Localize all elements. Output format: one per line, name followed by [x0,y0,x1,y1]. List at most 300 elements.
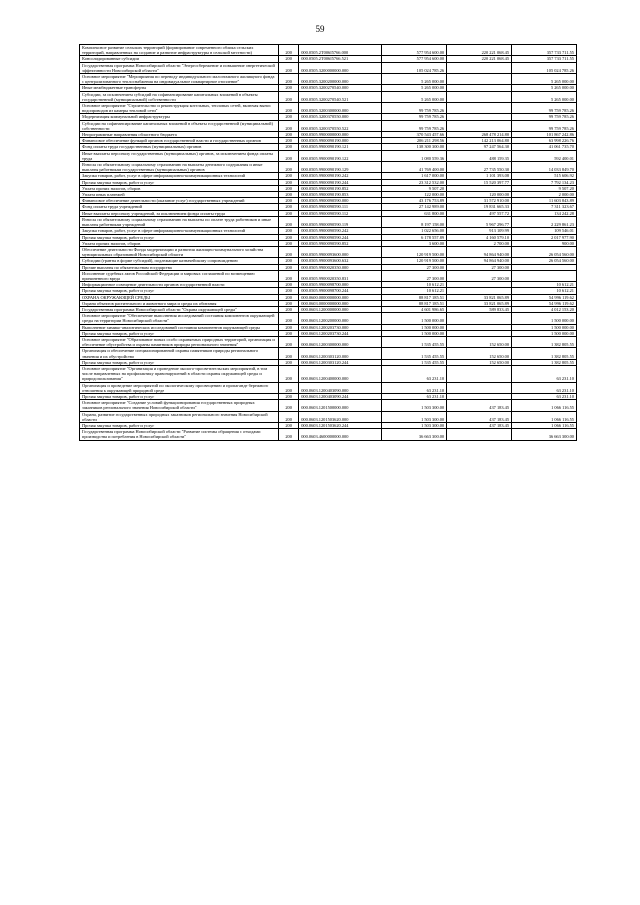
row-approved-amount-cell: 122 000.00 [382,192,447,198]
row-admin-code-cell: 200 [279,56,299,62]
row-name-cell: Информационное освещение деятельности органов государственной власти [80,282,279,288]
row-remaining-amount-cell: 41 061 735.70 [512,144,577,150]
row-admin-code-cell: 200 [279,228,299,234]
row-approved-amount-cell: 5 265 000.00 [382,74,447,85]
table-row [80,246,577,257]
row-admin-code-cell: 200 [279,382,299,393]
row-approved-amount-cell: 36 663 300.00 [382,429,447,440]
row-remaining-amount-cell: 134 242.28 [512,210,577,216]
row-approved-amount-cell: 10 612.21 [382,282,447,288]
row-classification-code-cell: 000.0505.3200370550.522 [299,120,382,131]
row-name-cell: Государственная программа Новосибирской области "Охрана окружающей среды" [80,306,279,312]
row-remaining-amount-cell: 4 012 153.20 [512,306,577,312]
row-classification-code-cell: 000.0505.3200370550.000 [299,114,382,120]
row-admin-code-cell: 200 [279,330,299,336]
row-remaining-amount-cell: 5 265 000.00 [512,74,577,85]
row-classification-code-cell: 000.0505.9900090190.129 [299,162,382,173]
table-row [80,179,577,185]
row-executed-amount-cell: 913 109.99 [447,228,512,234]
row-name-cell: Основное мероприятие "Создание условий функционирования государственных природных заказников регионального значения Новосибирской области" [80,400,279,411]
row-name-cell: Прочая закупка товаров, работ и услуг [80,330,279,336]
row-executed-amount-cell: 152 650.00 [447,336,512,347]
row-executed-amount-cell [447,74,512,85]
table-row [80,120,577,131]
row-name-cell: Государственная программа Новосибирской области "Энергосбережение и повышение энергетической эффективности Новосибирской области" [80,62,279,73]
row-remaining-amount-cell: 99 759 785.26 [512,120,577,131]
row-admin-code-cell: 200 [279,294,299,300]
table-row [80,313,577,324]
row-classification-code-cell: 000.0603.1200203730.244 [299,330,382,336]
row-classification-code-cell: 000.0505.3200200000.000 [299,74,382,85]
row-approved-amount-cell: 99 759 785.26 [382,103,447,114]
row-name-cell: Прочая закупка товаров, работ и услуг [80,359,279,365]
row-classification-code-cell: 000.0505.9900090190.122 [299,150,382,161]
row-executed-amount-cell: 120 000.00 [447,192,512,198]
budget-execution-table [79,44,577,441]
row-approved-amount-cell: 120 919 500.00 [382,258,447,264]
row-admin-code-cell: 200 [279,393,299,399]
row-approved-amount-cell: 43 176 753.89 [382,198,447,204]
row-name-cell: Взносы по обязательному социальному страхованию на выплаты денежного содержания и иные выплаты работникам государственных (муниципальных) органов [80,162,279,173]
row-classification-code-cell: 000.0505.9900090590.112 [299,210,382,216]
row-executed-amount-cell: 589 833.45 [447,306,512,312]
row-classification-code-cell: 000.0505.3200000000.000 [299,62,382,73]
row-executed-amount-cell [447,382,512,393]
row-remaining-amount-cell: 101 867 242.86 [512,132,577,138]
row-executed-amount-cell: 1 101 393.08 [447,173,512,179]
row-executed-amount-cell: 437 183.45 [447,400,512,411]
row-executed-amount-cell: 33 821 065.89 [447,300,512,306]
row-approved-amount-cell: 27 300.00 [382,264,447,270]
row-remaining-amount-cell: 7 311 323.67 [512,204,577,210]
row-executed-amount-cell [447,120,512,131]
row-approved-amount-cell: 1 503 300.00 [382,411,447,422]
row-admin-code-cell: 200 [279,185,299,191]
row-admin-code-cell: 200 [279,62,299,73]
row-admin-code-cell: 200 [279,313,299,324]
table-row [80,74,577,85]
row-remaining-amount-cell: 63 231.10 [512,393,577,399]
row-admin-code-cell: 200 [279,120,299,131]
row-admin-code-cell: 200 [279,348,299,359]
row-executed-amount-cell: 4 160 579.10 [447,234,512,240]
row-name-cell: Прочая закупка товаров, работ и услуг [80,423,279,429]
row-classification-code-cell: 000.0603.1200400000.000 [299,365,382,382]
table-row [80,411,577,422]
row-approved-amount-cell: 6 178 557.89 [382,234,447,240]
row-remaining-amount-cell: 1 066 116.55 [512,423,577,429]
row-approved-amount-cell: 1 500 000.00 [382,330,447,336]
row-admin-code-cell: 200 [279,91,299,102]
table-row [80,429,577,440]
row-remaining-amount-cell: 1 382 805.55 [512,359,577,365]
table-row [80,62,577,73]
row-approved-amount-cell: 370 543 457.66 [382,132,447,138]
row-admin-code-cell: 200 [279,282,299,288]
row-classification-code-cell: 000.0603.1200303120.244 [299,359,382,365]
row-admin-code-cell: 200 [279,138,299,144]
row-remaining-amount-cell: 26 054 560.00 [512,258,577,264]
row-name-cell: Закупка товаров, работ, услуг в сфере информационно-коммуникационных технологий [80,173,279,179]
row-classification-code-cell: 000.0603.1200403090.000 [299,382,382,393]
row-name-cell: Консолидированные субсидии [80,56,279,62]
row-approved-amount-cell: 4 601 986.65 [382,306,447,312]
row-executed-amount-cell: 94 864 940.00 [447,258,512,264]
row-classification-code-cell: 000.0603.1200203730.000 [299,324,382,330]
row-remaining-amount-cell: 54 996 119.62 [512,294,577,300]
row-executed-amount-cell: 220 221 068.45 [447,56,512,62]
row-executed-amount-cell: 5 967 296.77 [447,216,512,227]
row-approved-amount-cell: 1 535 455.55 [382,348,447,359]
row-name-cell: Иные межбюджетные трансферты [80,85,279,91]
row-approved-amount-cell: 41 769 400.00 [382,162,447,173]
row-admin-code-cell: 200 [279,300,299,306]
row-remaining-amount-cell: 63 998 226.76 [512,138,577,144]
row-executed-amount-cell: 27 300.00 [447,270,512,281]
row-approved-amount-cell: 88 817 185.51 [382,294,447,300]
row-admin-code-cell: 200 [279,204,299,210]
page-number: 59 [315,24,325,34]
row-classification-code-cell: 000.0505.9900090590.244 [299,234,382,240]
row-approved-amount-cell: 1 535 455.55 [382,336,447,347]
row-name-cell: Выполнение химико-аналитических исследований состояния компонентов окружающей среды [80,324,279,330]
row-approved-amount-cell: 1 617 000.00 [382,173,447,179]
row-classification-code-cell: 000.0505.9900090190.242 [299,173,382,179]
row-remaining-amount-cell: 357 733 711.55 [512,45,577,56]
row-admin-code-cell: 200 [279,74,299,85]
row-classification-code-cell: 000.0603.1201503620.000 [299,411,382,422]
row-executed-amount-cell [447,91,512,102]
row-admin-code-cell: 200 [279,162,299,173]
row-approved-amount-cell: 631 800.00 [382,210,447,216]
row-name-cell: Охрана, развитие государственных природных заказников регионального значения Новосибирской области [80,411,279,422]
row-name-cell: Иные выплаты персоналу государственных (муниципальных) органов, за исключением фонда оплаты труда [80,150,279,161]
row-name-cell: Прочая закупка товаров, работ и услуг [80,179,279,185]
row-executed-amount-cell: 2 700.00 [447,240,512,246]
row-remaining-amount-cell: 99 759 785.26 [512,114,577,120]
row-approved-amount-cell: 105 024 785.26 [382,62,447,73]
row-name-cell: Охрана объектов растительного и животного мира и среды их обитания [80,300,279,306]
row-remaining-amount-cell: 2 000.00 [512,192,577,198]
row-remaining-amount-cell: 54 996 119.62 [512,300,577,306]
row-classification-code-cell: 000.0505.9900090190.244 [299,179,382,185]
table-row [80,210,577,216]
row-approved-amount-cell: 8 197 158.00 [382,216,447,227]
row-admin-code-cell: 200 [279,198,299,204]
row-approved-amount-cell: 99 759 785.26 [382,120,447,131]
row-approved-amount-cell: 63 231.10 [382,393,447,399]
row-remaining-amount-cell: 99 759 785.26 [512,103,577,114]
row-executed-amount-cell: 437 183.45 [447,411,512,422]
row-classification-code-cell: 000.0505.9900090590.852 [299,240,382,246]
row-approved-amount-cell: 577 954 600.00 [382,56,447,62]
row-classification-code-cell: 000.0505.9900093600.632 [299,258,382,264]
row-name-cell: Основное мероприятие "Образование новых особо охраняемых природных территорий, организация и обеспечение обустройства и охраны памятников природы регионального значения" [80,336,279,347]
row-remaining-amount-cell: 592 400.01 [512,150,577,161]
row-executed-amount-cell: 152 650.00 [447,348,512,359]
row-name-cell: Финансовое обеспечение деятельности (оказание услуг) государственных учреждений [80,198,279,204]
row-name-cell: Закупка товаров, работ, услуг в сфере информационно-коммуникационных технологий [80,228,279,234]
table-row [80,216,577,227]
table-row [80,258,577,264]
row-executed-amount-cell: 19 831 665.33 [447,204,512,210]
row-name-cell: Уплата иных платежей [80,192,279,198]
row-classification-code-cell: 000.0505.9900090190.000 [299,138,382,144]
row-name-cell: Фонд оплаты труда государственных (муниципальных) органов [80,144,279,150]
row-admin-code-cell: 200 [279,288,299,294]
row-approved-amount-cell: 1 503 300.00 [382,423,447,429]
row-approved-amount-cell: 1 500 000.00 [382,313,447,324]
row-admin-code-cell: 200 [279,264,299,270]
row-executed-amount-cell [447,62,512,73]
row-admin-code-cell: 200 [279,45,299,56]
row-executed-amount-cell [447,365,512,382]
row-remaining-amount-cell: 2 229 861.23 [512,216,577,227]
row-classification-code-cell: 000.0505.3200270540.521 [299,91,382,102]
row-executed-amount-cell: 27 300.00 [447,264,512,270]
table-row [80,400,577,411]
row-name-cell: Взносы по обязательному социальному страхованию на выплаты по оплате труда работников и иные выплаты работникам учреждений [80,216,279,227]
row-approved-amount-cell: 27 300.00 [382,270,447,281]
row-approved-amount-cell: 138 300 300.00 [382,144,447,150]
row-name-cell: Основное мероприятие "Строительство и реконструкция котельных, тепловых сетей, включая вынос водопроводов из камеры тепловой сети" [80,103,279,114]
row-executed-amount-cell: 497 557.72 [447,210,512,216]
row-admin-code-cell: 200 [279,365,299,382]
row-classification-code-cell: 000.0603.1200403090.244 [299,393,382,399]
row-admin-code-cell: 200 [279,429,299,440]
row-remaining-amount-cell: 1 500 000.00 [512,330,577,336]
row-remaining-amount-cell: 900.00 [512,240,577,246]
row-name-cell: Прочая закупка товаров, работ и услуг [80,288,279,294]
row-name-cell: Прочая закупка товаров, работ и услуг [80,393,279,399]
row-classification-code-cell: 000.0505.9900020350.831 [299,270,382,281]
row-admin-code-cell: 200 [279,246,299,257]
row-admin-code-cell: 200 [279,336,299,347]
row-remaining-amount-cell: 36 663 300.00 [512,429,577,440]
table-row [80,359,577,365]
row-name-cell: Основное мероприятие "Организация и проведение эколого-просветительских мероприятий, в том числе направленных на профилактику правонарушений в области охраны окружающей среды и природопользования" [80,365,279,382]
row-classification-code-cell: 000.0505.9900090190.853 [299,192,382,198]
row-remaining-amount-cell: 105 024 785.26 [512,62,577,73]
row-approved-amount-cell: 1 080 559.36 [382,150,447,161]
row-executed-amount-cell [447,313,512,324]
row-classification-code-cell: 000.0505.9900090590.000 [299,198,382,204]
row-admin-code-cell: 200 [279,144,299,150]
row-classification-code-cell: 000.0603.4600000000.000 [299,429,382,440]
row-executed-amount-cell: 152 650.00 [447,359,512,365]
row-admin-code-cell: 200 [279,192,299,198]
row-approved-amount-cell: 9 507.20 [382,185,447,191]
row-remaining-amount-cell: 11 603 843.89 [512,198,577,204]
row-remaining-amount-cell: 515 606.92 [512,173,577,179]
row-approved-amount-cell: 88 817 185.51 [382,300,447,306]
row-admin-code-cell: 200 [279,179,299,185]
row-remaining-amount-cell: 1 066 116.55 [512,411,577,422]
row-admin-code-cell: 200 [279,324,299,330]
row-admin-code-cell: 200 [279,210,299,216]
row-approved-amount-cell: 1 503 300.00 [382,400,447,411]
table-row [80,173,577,179]
row-classification-code-cell: 000.0603.1200300000.000 [299,336,382,347]
row-remaining-amount-cell: 5 265 000.00 [512,85,577,91]
row-classification-code-cell: 000.0505.9900090190.121 [299,144,382,150]
table-row [80,132,577,138]
row-name-cell: Субсидии, за исключением субсидий на софинансирование капитальных вложений в объекты государственной (муниципальной) собственности [80,91,279,102]
row-approved-amount-cell: 5 265 000.00 [382,85,447,91]
row-admin-code-cell: 200 [279,306,299,312]
table-row [80,300,577,306]
table-row [80,234,577,240]
row-name-cell: Субсидии (гранты в форме субсидий), подлежащие казначейскому сопровождению [80,258,279,264]
row-approved-amount-cell: 63 231.10 [382,382,447,393]
row-approved-amount-cell: 1 022 656.00 [382,228,447,234]
row-approved-amount-cell: 3 600.00 [382,240,447,246]
table-row [80,144,577,150]
row-name-cell: Организация и обеспечение специализированной охраны памятников природы регионального значения и их обустройство [80,348,279,359]
table-row [80,138,577,144]
row-admin-code-cell: 200 [279,270,299,281]
row-admin-code-cell: 200 [279,132,299,138]
row-approved-amount-cell: 23 312 532.00 [382,179,447,185]
row-remaining-amount-cell: 1 382 805.55 [512,336,577,347]
row-remaining-amount-cell: 2 017 977.90 [512,234,577,240]
row-remaining-amount-cell: 357 733 711.55 [512,56,577,62]
row-remaining-amount-cell [512,270,577,281]
row-classification-code-cell: 000.0505.2T006I5766.521 [299,56,382,62]
row-remaining-amount-cell: 7 792 134.23 [512,179,577,185]
row-name-cell: Комплексное развитие сельских территорий (формирование современного облика сельских территорий, направленных на создание и развитие инфраструктуры в сельской местности) [80,45,279,56]
row-remaining-amount-cell: 14 033 849.70 [512,162,577,173]
row-classification-code-cell: 000.0505.9900090590.119 [299,216,382,227]
row-remaining-amount-cell: 26 054 560.00 [512,246,577,257]
row-name-cell: Финансовое обеспечение функций органов государственной власти и государственных органов [80,138,279,144]
row-approved-amount-cell: 27 142 989.00 [382,204,447,210]
row-executed-amount-cell: 94 864 940.00 [447,246,512,257]
row-remaining-amount-cell: 10 612.21 [512,282,577,288]
row-classification-code-cell: 000.0505.9900090590.111 [299,204,382,210]
row-admin-code-cell: 200 [279,411,299,422]
table-row [80,382,577,393]
row-name-cell: Основное мероприятие "Обеспечение выполнения исследований состояния компонентов окружающей среды на территории Новосибирской области" [80,313,279,324]
row-admin-code-cell: 200 [279,234,299,240]
row-approved-amount-cell: 1 535 455.55 [382,359,447,365]
row-executed-amount-cell: 488 159.35 [447,150,512,161]
row-remaining-amount-cell: 63 231.10 [512,365,577,382]
row-name-cell: Прочие выплаты по обязательствам государства [80,264,279,270]
row-classification-code-cell: 000.0603.1200200000.000 [299,313,382,324]
row-name-cell: Обеспечение деятельности Фонда модернизации и развития жилищно-коммунального хозяйства муниципальных образований Новосибирской области [80,246,279,257]
row-name-cell: Уплата прочих налогов, сборов [80,240,279,246]
table-row [80,270,577,281]
row-name-cell: Модернизация коммунальной инфраструктуры [80,114,279,120]
row-name-cell: Организация и проведение мероприятий по экологическому просвещению и пропаганде бережного отношения к окружающей природной среде [80,382,279,393]
row-remaining-amount-cell: 109 546.01 [512,228,577,234]
row-name-cell: Непрограммные направления областного бюджета [80,132,279,138]
row-name-cell: Исполнение судебных актов Российской Федерации и мировых соглашений по возмещению причиненного вреда [80,270,279,281]
row-remaining-amount-cell: 10 612.21 [512,288,577,294]
row-name-cell: Иные выплаты персоналу учреждений, за исключением фонда оплаты труда [80,210,279,216]
row-executed-amount-cell: 31 572 910.00 [447,198,512,204]
row-classification-code-cell: 000.0600.0000000000.000 [299,294,382,300]
table-row [80,162,577,173]
row-remaining-amount-cell: 5 265 000.00 [512,91,577,102]
row-name-cell: Государственная программа Новосибирской области "Развитие системы обращения с отходами производства и потребления в Новосибирской области" [80,429,279,440]
row-classification-code-cell: 000.0505.2T006I5766.000 [299,45,382,56]
row-admin-code-cell: 200 [279,150,299,161]
row-remaining-amount-cell: 63 231.10 [512,382,577,393]
row-executed-amount-cell: 97 247 564.30 [447,144,512,150]
row-approved-amount-cell: 120 919 500.00 [382,246,447,257]
table-row [80,348,577,359]
row-approved-amount-cell: 1 500 000.00 [382,324,447,330]
row-executed-amount-cell [447,429,512,440]
row-classification-code-cell: 000.0603.1201503620.244 [299,423,382,429]
row-admin-code-cell: 200 [279,258,299,264]
row-classification-code-cell: 000.0505.3200300000.000 [299,103,382,114]
table-row [80,91,577,102]
row-name-cell: Основное мероприятие "Мероприятия по переводу индивидуального малоэтажного жилищного фонда с централизованного теплоснабжения на индивидуальное поквартирное отопление" [80,74,279,85]
row-executed-amount-cell: 27 735 550.30 [447,162,512,173]
row-approved-amount-cell: 99 759 785.26 [382,114,447,120]
row-classification-code-cell: 000.0603.1201500000.000 [299,400,382,411]
row-classification-code-cell: 000.0603.1200303120.000 [299,348,382,359]
row-executed-amount-cell: 220 221 068.45 [447,45,512,56]
table-row [80,264,577,270]
row-remaining-amount-cell: 9 507.20 [512,185,577,191]
row-executed-amount-cell: 268 478 214.80 [447,132,512,138]
row-name-cell: Субсидии на софинансирование капитальных вложений в объекты государственной (муниципальной) собственности [80,120,279,131]
row-remaining-amount-cell: 1 500 000.00 [512,324,577,330]
row-name-cell: Уплата прочих налогов, сборов [80,185,279,191]
row-executed-amount-cell [447,103,512,114]
row-admin-code-cell: 200 [279,240,299,246]
row-admin-code-cell: 200 [279,359,299,365]
row-remaining-amount-cell: 1 382 805.55 [512,348,577,359]
table-row [80,103,577,114]
row-remaining-amount-cell: 1 500 000.00 [512,313,577,324]
row-admin-code-cell: 200 [279,423,299,429]
row-approved-amount-cell: 10 612.21 [382,288,447,294]
row-executed-amount-cell: 15 520 397.77 [447,179,512,185]
row-classification-code-cell: 000.0505.3200270540.000 [299,85,382,91]
row-classification-code-cell: 000.0505.9900090590.242 [299,228,382,234]
row-classification-code-cell: 000.0505.9900000000.000 [299,132,382,138]
table-row [80,306,577,312]
row-admin-code-cell: 200 [279,103,299,114]
row-admin-code-cell: 200 [279,400,299,411]
row-classification-code-cell: 000.0505.9900093600.000 [299,246,382,257]
row-executed-amount-cell: 437 183.45 [447,423,512,429]
row-remaining-amount-cell: 1 066 116.55 [512,400,577,411]
row-name-cell: Прочая закупка товаров, работ и услуг [80,234,279,240]
row-classification-code-cell: 000.0505.9900090190.852 [299,185,382,191]
table-row [80,336,577,347]
table-row [80,45,577,56]
row-name-cell: ОХРАНА ОКРУЖАЮЩЕЙ СРЕДЫ [80,294,279,300]
row-approved-amount-cell: 63 231.10 [382,365,447,382]
row-executed-amount-cell: 142 213 064.80 [447,138,512,144]
row-name-cell: Фонд оплаты труда учреждений [80,204,279,210]
row-admin-code-cell: 200 [279,173,299,179]
row-classification-code-cell: 000.0603.1200000000.000 [299,306,382,312]
row-admin-code-cell: 200 [279,114,299,120]
table-row [80,228,577,234]
table-row [80,365,577,382]
row-classification-code-cell: 000.0505.9900098700.000 [299,282,382,288]
row-approved-amount-cell: 577 954 600.00 [382,45,447,56]
table-row [80,423,577,429]
row-classification-code-cell: 000.0603.0000000000.000 [299,300,382,306]
